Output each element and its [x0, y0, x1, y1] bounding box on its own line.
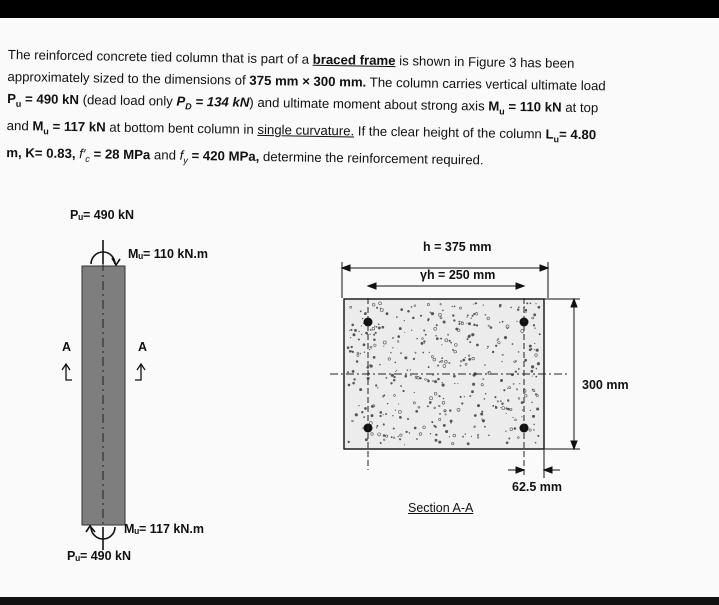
- aggregate-dot: [358, 338, 360, 340]
- aggregate-dot: [538, 306, 541, 309]
- aggregate-dot: [350, 329, 352, 331]
- aggregate-dot: [525, 309, 527, 311]
- aggregate-dot: [358, 331, 359, 332]
- aggregate-dot: [400, 308, 403, 311]
- aggregate-dot: [490, 326, 493, 329]
- aggregate-dot: [414, 392, 415, 393]
- aggregate-dot: [434, 380, 437, 383]
- aggregate-dot: [392, 415, 393, 416]
- aggregate-dot: [442, 382, 443, 383]
- aggregate-dot: [416, 438, 418, 440]
- aggregate-dot: [349, 350, 352, 353]
- aggregate-dot: [361, 334, 362, 335]
- aggregate-dot: [376, 425, 378, 427]
- aggregate-dot: [501, 402, 503, 404]
- aggregate-dot: [517, 308, 519, 310]
- aggregate-dot: [387, 403, 388, 404]
- aggregate-dot: [377, 387, 378, 388]
- aggregate-dot: [437, 365, 439, 367]
- aggregate-dot: [414, 427, 417, 430]
- aggregate-dot: [484, 426, 486, 428]
- aggregate-dot: [438, 395, 440, 397]
- aggregate-dot: [364, 352, 365, 353]
- aggregate-dot: [375, 384, 377, 386]
- aggregate-dot: [419, 377, 421, 379]
- aggregate-dot: [397, 335, 400, 338]
- aggregate-dot: [514, 427, 517, 430]
- aggregate-dot: [487, 348, 488, 349]
- aggregate-dot: [379, 415, 381, 417]
- aggregate-dot: [365, 438, 368, 441]
- aggregate-dot: [532, 415, 535, 418]
- aggregate-dot: [383, 434, 386, 437]
- aggregate-dot: [495, 345, 497, 347]
- aggregate-dot: [441, 344, 442, 345]
- aggregate-dot: [405, 375, 408, 378]
- aggregate-dot: [472, 383, 475, 386]
- aggregate-dot: [435, 335, 437, 337]
- aggregate-dot: [436, 324, 438, 326]
- section-mark-left-label: A: [62, 340, 72, 354]
- aggregate-dot: [454, 306, 456, 308]
- aggregate-dot: [362, 318, 363, 319]
- aggregate-dot: [497, 340, 498, 341]
- aggregate-dot: [413, 358, 415, 360]
- aggregate-dot: [351, 346, 353, 348]
- section-caption: Section A-A: [408, 501, 474, 515]
- aggregate-dot: [407, 369, 409, 371]
- document-page: [0, 18, 719, 597]
- aggregate-dot: [449, 409, 451, 411]
- aggregate-dot: [373, 334, 375, 336]
- aggregate-dot: [403, 390, 405, 392]
- mu-bottom-label: Mᵤ= 117 kN.m: [124, 522, 204, 536]
- aggregate-dot: [351, 324, 354, 327]
- aggregate-dot: [407, 310, 410, 313]
- aggregate-dot: [450, 422, 452, 424]
- aggregate-dot: [530, 302, 532, 304]
- section-mark-right-label: A: [138, 340, 148, 354]
- aggregate-dot: [466, 317, 467, 318]
- aggregate-dot: [505, 431, 506, 432]
- aggregate-dot: [507, 388, 508, 389]
- aggregate-dot: [518, 306, 520, 308]
- aggregate-dot: [423, 340, 425, 342]
- aggregate-dot: [457, 383, 458, 384]
- aggregate-dot: [390, 382, 392, 384]
- aggregate-dot: [465, 357, 466, 358]
- aggregate-dot: [351, 351, 352, 352]
- aggregate-dot: [421, 342, 424, 345]
- aggregate-dot: [468, 322, 471, 325]
- aggregate-dot: [394, 362, 396, 364]
- aggregate-dot: [356, 360, 359, 363]
- aggregate-dot: [442, 384, 445, 387]
- aggregate-dot: [431, 421, 433, 423]
- aggregate-dot: [383, 346, 384, 347]
- aggregate-dot: [462, 359, 465, 362]
- aggregate-dot: [393, 376, 395, 378]
- aggregate-dot: [350, 337, 351, 338]
- aggregate-dot: [422, 352, 424, 354]
- aggregate-dot: [391, 374, 394, 377]
- aggregate-dot: [500, 407, 501, 408]
- aggregate-dot: [380, 442, 382, 444]
- aggregate-dot: [522, 409, 523, 410]
- aggregate-dot: [452, 306, 453, 307]
- aggregate-dot: [518, 351, 520, 353]
- aggregate-dot: [485, 393, 487, 395]
- aggregate-dot: [379, 364, 381, 366]
- aggregate-dot: [481, 411, 483, 413]
- aggregate-dot: [409, 432, 410, 433]
- aggregate-dot: [533, 324, 535, 326]
- aggregate-dot: [516, 321, 517, 322]
- aggregate-dot: [469, 341, 471, 343]
- aggregate-dot: [398, 436, 399, 437]
- aggregate-dot: [383, 414, 384, 415]
- aggregate-dot: [352, 370, 355, 373]
- aggregate-dot: [433, 425, 435, 427]
- aggregate-dot: [354, 329, 357, 332]
- aggregate-dot: [507, 399, 509, 401]
- aggregate-dot: [410, 375, 411, 376]
- aggregate-dot: [531, 402, 532, 403]
- aggregate-dot: [363, 343, 366, 346]
- aggregate-dot: [347, 346, 350, 349]
- aggregate-dot: [361, 411, 363, 413]
- aggregate-dot: [355, 413, 358, 416]
- aggregate-dot: [473, 304, 474, 305]
- aggregate-dot: [428, 366, 430, 368]
- aggregate-dot: [521, 401, 524, 404]
- aggregate-dot: [429, 352, 430, 353]
- aggregate-dot: [407, 418, 409, 420]
- aggregate-dot: [513, 417, 514, 418]
- section-mark-right-icon: [135, 364, 145, 380]
- aggregate-dot: [400, 352, 402, 354]
- aggregate-dot: [536, 407, 539, 410]
- aggregate-dot: [529, 349, 532, 352]
- aggregate-dot: [399, 327, 402, 330]
- aggregate-dot: [404, 320, 405, 321]
- aggregate-dot: [499, 322, 500, 323]
- aggregate-dot: [495, 406, 497, 408]
- aggregate-dot: [473, 313, 475, 315]
- aggregate-dot: [534, 349, 535, 350]
- aggregate-dot: [399, 416, 402, 419]
- aggregate-dot: [443, 424, 446, 427]
- aggregate-dot: [461, 402, 463, 404]
- aggregate-dot: [386, 312, 389, 315]
- aggregate-dot: [473, 324, 475, 326]
- aggregate-dot: [383, 395, 385, 397]
- problem-line-1: The reinforced concrete tied column that is part of a braced frame is shown in Figure 3 has been: [7, 46, 575, 71]
- aggregate-dot: [392, 347, 393, 348]
- aggregate-dot: [435, 439, 438, 442]
- aggregate-dot: [502, 321, 504, 323]
- aggregate-dot: [532, 376, 533, 377]
- bottom-border: [0, 597, 719, 605]
- aggregate-dot: [519, 383, 520, 384]
- aggregate-dot: [445, 430, 448, 433]
- aggregate-dot: [396, 370, 397, 371]
- aggregate-dot: [386, 377, 388, 379]
- aggregate-dot: [398, 403, 399, 404]
- aggregate-dot: [458, 323, 460, 325]
- aggregate-dot: [425, 334, 427, 336]
- aggregate-dot: [515, 370, 517, 372]
- aggregate-dot: [430, 433, 431, 434]
- aggregate-dot: [391, 436, 393, 438]
- aggregate-dot: [444, 410, 446, 412]
- aggregate-dot: [381, 326, 384, 329]
- aggregate-dot: [502, 361, 503, 362]
- aggregate-dot: [526, 302, 528, 304]
- aggregate-dot: [458, 321, 460, 323]
- aggregate-dot: [361, 325, 362, 326]
- aggregate-dot: [424, 343, 425, 344]
- problem-line-2: approximately sized to the dimensions of 375 mm × 300 mm. The column carries vertical ultimate load: [7, 69, 606, 94]
- aggregate-dot: [476, 324, 478, 326]
- column-elevation: [0, 18, 250, 597]
- aggregate-dot: [420, 315, 422, 317]
- aggregate-dot: [348, 384, 351, 387]
- aggregate-dot: [533, 429, 535, 431]
- aggregate-dot: [376, 326, 378, 328]
- aggregate-dot: [453, 319, 455, 321]
- aggregate-dot: [364, 407, 367, 410]
- aggregate-dot: [347, 371, 349, 373]
- mu-top-label: Mᵤ= 110 kN.m: [128, 247, 208, 261]
- aggregate-dot: [439, 413, 441, 415]
- bottom-moment-arrow-icon: [86, 526, 115, 550]
- aggregate-dot: [453, 375, 456, 378]
- h-dimension-label: h = 375 mm: [423, 240, 492, 254]
- aggregate-dot: [412, 317, 415, 320]
- aggregate-dot: [472, 315, 474, 317]
- aggregate-dot: [390, 352, 391, 353]
- aggregate-dot: [442, 310, 444, 312]
- cover-dimension-line: [508, 450, 560, 478]
- top-moment-arrow-icon: [91, 240, 120, 265]
- aggregate-dot: [410, 369, 411, 370]
- aggregate-dot: [378, 326, 381, 329]
- aggregate-dot: [467, 314, 469, 316]
- aggregate-dot: [500, 379, 503, 382]
- aggregate-dot: [373, 356, 376, 359]
- aggregate-dot: [359, 388, 362, 391]
- aggregate-dot: [399, 438, 401, 440]
- aggregate-dot: [443, 398, 445, 400]
- aggregate-dot: [369, 364, 371, 366]
- aggregate-dot: [518, 368, 520, 370]
- aggregate-dot: [521, 416, 522, 417]
- aggregate-dot: [449, 436, 450, 437]
- aggregate-dot: [467, 338, 469, 340]
- problem-line-3: $P_u = 490$ kN (dead load only $P_D = 134$ kN) and ultimate moment about strong axis $M_u = 110$ kN at top: [7, 91, 599, 117]
- aggregate-dot: [360, 310, 362, 312]
- aggregate-dot: [506, 441, 509, 444]
- pu-bottom-label: Pᵤ= 490 kN: [67, 549, 132, 563]
- aggregate-dot: [452, 314, 454, 316]
- aggregate-dot: [499, 304, 502, 307]
- aggregate-dot: [435, 434, 437, 436]
- aggregate-dot: [353, 333, 356, 336]
- aggregate-dot: [494, 396, 496, 398]
- aggregate-dot: [466, 323, 467, 324]
- aggregate-dot: [371, 414, 374, 417]
- aggregate-dot: [438, 441, 441, 444]
- aggregate-dot: [427, 320, 429, 322]
- aggregate-dot: [404, 444, 405, 445]
- aggregate-dot: [427, 405, 429, 407]
- aggregate-dot: [440, 338, 442, 340]
- aggregate-dot: [380, 308, 381, 309]
- aggregate-dot: [533, 313, 536, 316]
- aggregate-dot: [363, 416, 365, 418]
- aggregate-dot: [404, 332, 405, 333]
- aggregate-dot: [429, 401, 432, 404]
- aggregate-dot: [369, 349, 370, 350]
- aggregate-dot: [477, 404, 480, 407]
- aggregate-dot: [449, 340, 451, 342]
- aggregate-dot: [392, 337, 394, 339]
- aggregate-dot: [535, 376, 537, 378]
- aggregate-dot: [395, 371, 396, 372]
- aggregate-dot: [405, 431, 407, 433]
- aggregate-dot: [482, 419, 485, 422]
- aggregate-dot: [467, 442, 470, 445]
- aggregate-dot: [480, 413, 483, 416]
- aggregate-dot: [531, 370, 534, 373]
- aggregate-dot: [481, 418, 482, 419]
- aggregate-dot: [537, 435, 539, 437]
- aggregate-dot: [531, 365, 534, 368]
- aggregate-dot: [379, 411, 382, 414]
- aggregate-dot: [358, 405, 359, 406]
- aggregate-dot: [461, 321, 463, 323]
- aggregate-dot: [487, 346, 489, 348]
- aggregate-dot: [537, 362, 540, 365]
- aggregate-dot: [373, 338, 376, 341]
- aggregate-dot: [450, 420, 453, 423]
- aggregate-dot: [504, 336, 507, 339]
- aggregate-dot: [468, 335, 471, 338]
- aggregate-dot: [362, 428, 363, 429]
- aggregate-dot: [535, 393, 537, 395]
- aggregate-dot: [529, 345, 532, 348]
- aggregate-dot: [436, 337, 439, 340]
- aggregate-dot: [415, 410, 418, 413]
- aggregate-dot: [404, 356, 407, 359]
- aggregate-dot: [349, 330, 350, 331]
- aggregate-dot: [524, 359, 527, 362]
- aggregate-dot: [539, 333, 541, 335]
- aggregate-dot: [370, 329, 372, 331]
- aggregate-dot: [534, 343, 535, 344]
- aggregate-dot: [375, 332, 377, 334]
- aggregate-dot: [383, 423, 385, 425]
- aggregate-dot: [443, 321, 446, 324]
- aggregate-dot: [353, 378, 355, 380]
- width-dimension-label: 300 mm: [582, 378, 629, 392]
- aggregate-dot: [393, 427, 395, 429]
- aggregate-dot: [378, 323, 380, 325]
- aggregate-dot: [476, 344, 479, 347]
- aggregate-dot: [460, 396, 462, 398]
- problem-line-5: m, K= 0.83, $f'_c = 28$ MPa and $f_y = 420$ MPa, determine the reinforcement required.: [6, 145, 484, 168]
- aggregate-dot: [536, 349, 539, 352]
- aggregate-dot: [513, 383, 515, 385]
- aggregate-dot: [484, 364, 486, 366]
- aggregate-dot: [464, 396, 465, 397]
- gamma-h-dimension-label: γh = 250 mm: [420, 268, 496, 282]
- aggregate-dot: [530, 410, 531, 411]
- aggregate-dot: [507, 408, 510, 411]
- aggregate-dot: [450, 342, 452, 344]
- aggregate-dot: [395, 409, 396, 410]
- section-mark-left-icon: [62, 364, 72, 380]
- aggregate-dot: [437, 378, 439, 380]
- aggregate-dot: [475, 302, 477, 304]
- aggregate-dot: [535, 442, 537, 444]
- aggregate-dot: [534, 328, 535, 329]
- aggregate-dot: [471, 333, 474, 336]
- aggregate-dot: [376, 307, 378, 309]
- aggregate-dot: [393, 379, 395, 381]
- cover-dimension-label: 62.5 mm: [512, 480, 563, 494]
- aggregate-dot: [503, 389, 505, 391]
- aggregate-dot: [352, 382, 355, 385]
- aggregate-dot: [483, 304, 484, 305]
- aggregate-dot: [374, 326, 375, 327]
- aggregate-dot: [454, 383, 455, 384]
- aggregate-dot: [492, 405, 494, 407]
- aggregate-dot: [423, 330, 425, 332]
- aggregate-dot: [508, 438, 510, 440]
- gamma-h-dimension-line: [368, 283, 524, 289]
- aggregate-dot: [427, 379, 429, 381]
- aggregate-dot: [474, 414, 477, 417]
- aggregate-dot: [441, 357, 443, 359]
- aggregate-dot: [376, 427, 377, 428]
- aggregate-dot: [416, 338, 418, 340]
- aggregate-dot: [360, 353, 362, 355]
- aggregate-dot: [506, 413, 507, 414]
- aggregate-dot: [468, 358, 471, 361]
- aggregate-dot: [411, 330, 412, 331]
- aggregate-dot: [473, 426, 474, 427]
- aggregate-dot: [471, 390, 474, 393]
- aggregate-dot: [364, 312, 367, 315]
- aggregate-dot: [471, 318, 472, 319]
- problem-line-4: and $M_u = 117$ kN at bottom bent column in single curvature. If the clear height of the column $L_u= 4.80$: [6, 118, 597, 145]
- aggregate-dot: [492, 351, 494, 353]
- aggregate-dot: [465, 433, 466, 434]
- aggregate-dot: [535, 303, 536, 304]
- pu-top-label: Pᵤ= 490 kN: [70, 208, 135, 222]
- aggregate-dot: [471, 436, 472, 437]
- aggregate-dot: [369, 334, 370, 335]
- aggregate-dot: [348, 441, 350, 443]
